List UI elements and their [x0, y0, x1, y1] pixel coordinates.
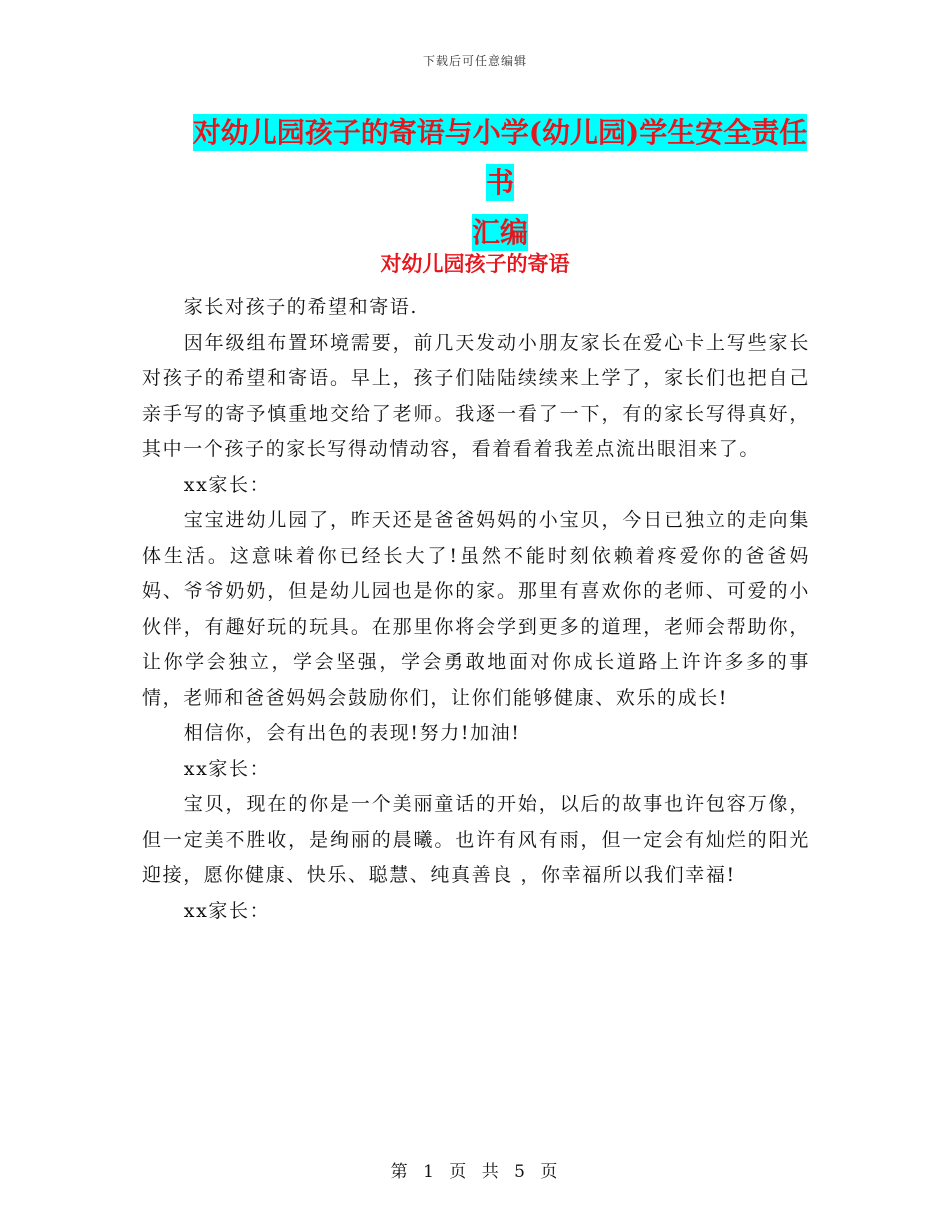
document-body — [142, 290, 810, 929]
paragraph: 宝贝，现在的你是一个美丽童话的开始，以后的故事也许包容万像，但一定美不胜收，是绚丽的晨曦。也许有风有雨，但一定会有灿烂的阳光迎接，愿你健康、快乐、聪慧、纯真善良 ，你幸福所以我们幸福! — [142, 793, 810, 886]
document-title — [190, 108, 810, 258]
paragraph: xx家长： — [183, 473, 271, 496]
paragraph: xx家长： — [183, 757, 271, 780]
paragraph: 因年级组布置环境需要，前几天发动小朋友家长在爱心卡上写些家长对孩子的希望和寄语。早上，孩子们陆陆续续来上学了，家长们也把自己亲手写的寄予慎重地交给了老师。我逐一看了一下，有的家长写得真好，其中一个孩子的家长写得动情动容，看着看着我差点流出眼泪来了。 — [142, 331, 810, 460]
document-title-line-2: 汇编 — [471, 216, 528, 249]
document-title-line-1: 对幼儿园孩子的寄语与小学(幼儿园)学生安全责任书 — [192, 116, 808, 199]
paragraph: 家长对孩子的希望和寄语. — [183, 296, 419, 318]
section-title: 对幼儿园孩子的寄语 — [380, 251, 570, 276]
paragraph: 相信你，会有出色的表现!努力!加油! — [183, 722, 521, 744]
paragraph: xx家长： — [183, 899, 271, 922]
page-number-footer: 第 1 页 共 5 页 — [390, 1162, 560, 1182]
paragraph: 宝宝进幼儿园了，昨天还是爸爸妈妈的小宝贝，今日已独立的走向集体生活。这意味着你已经长大了!虽然不能时刻依赖着疼爱你的爸爸妈妈、爷爷奶奶，但是幼儿园也是你的家。那里有喜欢你的老师、可爱的小伙伴，有趣好玩的玩具。在那里你将会学到更多的道理，老师会帮助你，让你学会独立，学会坚强，学会勇敢地面对你成长道路上许许多多的事情，老师和爸爸妈妈会鼓励你们，让你们能够健康、欢乐的成长! — [142, 509, 810, 709]
header-note: 下载后可任意编辑 — [422, 54, 527, 68]
